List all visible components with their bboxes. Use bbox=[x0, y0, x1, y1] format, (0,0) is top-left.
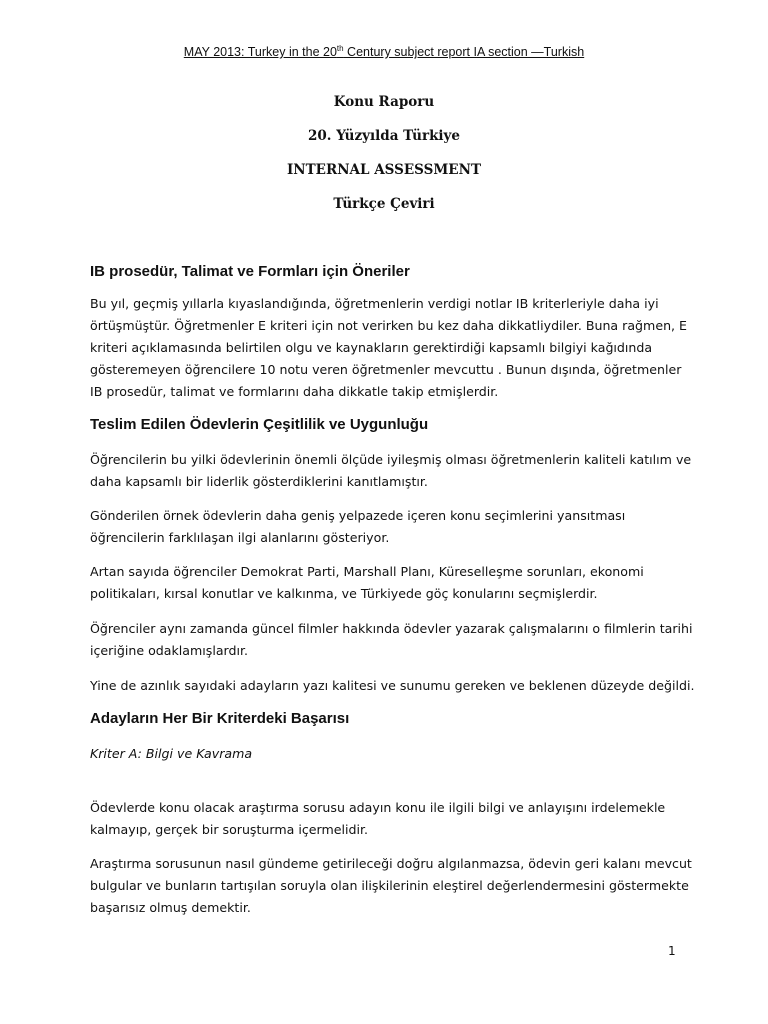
text-line: Gönderilen örnek ödevlerin daha geniş yelpazede içeren konu seçimlerini yansıtması bbox=[90, 508, 626, 523]
text-line: kriteri açıklamasında belirtilen olgu ve kaynakların gerektirdiği kapsamlı bilgiyi kağıdında bbox=[90, 340, 653, 355]
section-heading-2: Teslim Edilen Ödevlerin Çeşitlilik ve Uygunluğu bbox=[90, 416, 429, 433]
title-line-2: 20. Yüzyılda Türkiye bbox=[308, 128, 460, 144]
text-line: Öğrencilerin bu yilki ödevlerinin önemli ölçüde iyileşmiş olması öğretmenlerin kaliteli katılım ve bbox=[90, 452, 692, 467]
section-heading-3: Adayların Her Bir Kriterdeki Başarısı bbox=[90, 710, 350, 727]
paragraph-s2-3 bbox=[90, 561, 680, 605]
paragraph-s2-5 bbox=[90, 675, 695, 697]
text-line: gösteremeyen öğrencilere 10 notu veren öğretmenler mevcuttu . Bunun dışında, öğretmenler bbox=[90, 362, 682, 377]
paragraph-s1-1 bbox=[90, 293, 688, 403]
text-line: kalmayıp, gerçek bir soruşturma içermelidir. bbox=[90, 822, 369, 837]
text-line: daha kapsamlı bir liderlik gösterdiklerini kanıtlamıştır. bbox=[90, 474, 428, 489]
text-line: örtüşmüştür. Öğretmenler E kriteri için not verirken bu kez daha dikkatliydiler. Buna rağmen, E bbox=[90, 318, 688, 333]
title-line-1: Konu Raporu bbox=[333, 94, 435, 110]
text-line: Öğrenciler aynı zamanda güncel filmler hakkında ödevler yazarak çalışmalarını o filmlerin tarihi bbox=[90, 621, 693, 636]
paragraph-s2-2 bbox=[90, 505, 680, 549]
paragraph-s3-2 bbox=[90, 853, 692, 919]
page-number: 1 bbox=[668, 944, 676, 958]
paragraph-s2-1 bbox=[90, 449, 692, 493]
text-line: öğrencilerin farklılaşan ilgi alanlarını gösteriyor. bbox=[90, 530, 390, 545]
text-line: politikaları, kırsal konutlar ve kalkınma, ve Türkiyede göç konularını seçmişlerdir. bbox=[90, 586, 598, 601]
text-line: bulgular ve bunların tartışılan soruyla olan ilişkilerinin eleştirel değerlendermesini göstermekte bbox=[90, 878, 689, 893]
title-line-4: Türkçe Çeviri bbox=[333, 196, 435, 212]
running-header-superscript: th bbox=[336, 43, 344, 53]
text-line: içeriğine odaklamışlardır. bbox=[90, 643, 249, 658]
text-line: IB prosedür, talimat ve formlarını daha dikkatle takip etmişlerdir. bbox=[90, 384, 499, 399]
title-line-3: INTERNAL ASSESSMENT bbox=[286, 162, 481, 178]
text-line: Araştırma sorusunun nasıl gündeme getirileceği doğru algılanmazsa, ödevin geri kalanı mevcut bbox=[90, 856, 692, 871]
section-heading-1: IB prosedür, Talimat ve Formları için Öneriler bbox=[90, 263, 410, 280]
paragraph-s2-4 bbox=[90, 618, 693, 662]
criterion-subheading: Kriter A: Bilgi ve Kavrama bbox=[90, 746, 253, 761]
text-line: başarısız olmuş demektir. bbox=[90, 900, 251, 915]
text-line: Artan sayıda öğrenciler Demokrat Parti, Marshall Planı, Küreselleşme sorunları, ekonomi bbox=[90, 564, 644, 579]
running-header-text-end: Century subject report IA section —Turkish bbox=[343, 45, 585, 59]
running-header-text: MAY 2013: Turkey in the 20 bbox=[183, 45, 337, 59]
text-line: Yine de azınlık sayıdaki adayların yazı kalitesi ve sunumu gereken ve beklenen düzeyde değildi. bbox=[90, 678, 695, 693]
text-line: Bu yıl, geçmiş yıllarla kıyaslandığında, öğretmenlerin verdigi notlar IB kriterleriyle daha iyi bbox=[90, 296, 659, 311]
text-line: Ödevlerde konu olacak araştırma sorusu adayın konu ile ilgili bilgi ve anlayışını irdelemekle bbox=[90, 800, 666, 815]
running-header bbox=[0, 45, 768, 59]
paragraph-s3-1 bbox=[90, 797, 680, 841]
